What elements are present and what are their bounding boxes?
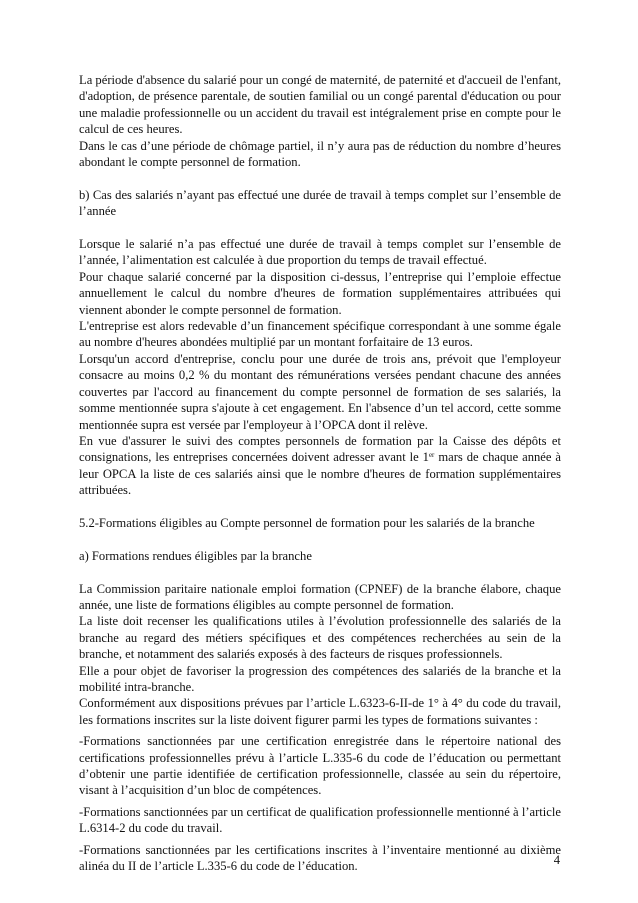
section-heading-5-2: 5.2-Formations éligibles au Compte personnel de formation pour les salariés de la branche <box>79 515 535 530</box>
paragraph-proportional-feed: Lorsque le salarié n’a pas effectué une durée de travail à temps complet sur l’ensemble de l’année, l’alimentation est calculée à due proportion du temps de travail effectué. <box>79 237 561 268</box>
document-page <box>79 72 561 874</box>
paragraph-legal-provisions: Conformément aux dispositions prévues par l’article L.6323-6-II-de 1° à 4° du code du travail, les formations inscrites sur la liste doivent figurer parmi les types de formations suivantes : <box>79 696 561 727</box>
superscript-er: er <box>428 451 435 460</box>
paragraph-deposit-tracking: En vue d'assurer le suivi des comptes personnels de formation par la Caisse des dépôts et consignations, les entreprises concernées doivent adresser avant le 1er mars de chaque année à leur OPCA la liste de ces salariés ainsi que le nombre d'heures de formation supplémentaires attribuées. <box>79 433 561 498</box>
paragraph-cpnef-list: La Commission paritaire nationale emploi formation (CPNEF) de la branche élabore, chaque année, une liste de formations éligibles au compte personnel de formation. <box>79 581 561 612</box>
list-item-cqp-certificate: -Formations sanctionnées par un certificat de qualification professionnelle mentionné à l’article L.6314-2 du code du travail. <box>79 804 561 836</box>
paragraph-specific-financing: L'entreprise est alors redevable d’un financement spécifique correspondant à une somme égale au nombre d'heures abondées multiplié par un montant forfaitaire de 13 euros. <box>79 319 561 350</box>
list-item-inventory-certification: -Formations sanctionnées par les certifications inscrites à l’inventaire mentionné au dixième alinéa du II de l’article L.335-6 du code de l’éducation. <box>79 842 561 874</box>
paragraph-company-agreement: Lorsqu'un accord d'entreprise, conclu pour une durée de trois ans, prévoit que l'employeur consacre au moins 0,2 % du montant des rémunérations versées pendant chacune des années couvertes par l'accord au financement du compte personnel de formation de ses salariés, la somme mentionnée supra s'ajoute à cet engagement. En l'absence d’un tel accord, cette somme mentionnée supra est versée par l'employeur à l’OPCA dont il relève. <box>79 351 561 432</box>
paragraph-annual-calculation: Pour chaque salarié concerné par la disposition ci-dessus, l’entreprise qui l’emploie effectue annuellement le calcul du nombre d'heures de formation supplémentaires attribuées qui viennent abonder le compte personnel de formation. <box>79 269 561 317</box>
paragraph-objective: Elle a pour objet de favoriser la progression des compétences des salariés de la branche et la mobilité intra-branche. <box>79 663 561 694</box>
list-item-rncp-certification: -Formations sanctionnées par une certification enregistrée dans le répertoire national des certifications professionnelles prévu à l’article L.335-6 du code de l’éducation ou permettant d’obtenir une partie identifiée de certification professionnelle, classée au sein du répertoire, visant à l’acquisition d’un bloc de compétences. <box>79 734 561 798</box>
subheading-branch-trainings: a) Formations rendues éligibles par la branche <box>79 548 312 563</box>
paragraph-absence-periods: La période d'absence du salarié pour un congé de maternité, de paternité et d'accueil de l'enfant, d'adoption, de présence parentale, de soutien familial ou un congé parental d'éducation ou pour une maladie professionnelle ou un accident du travail est intégralement prise en compte pour le calcul de ces heures. <box>79 73 561 137</box>
page-number: 4 <box>553 853 560 867</box>
paragraph-partial-unemployment: Dans le cas d’une période de chômage partiel, il n’y aura pas de réduction du nombre d’heures abondant le compte personnel de formation. <box>79 138 561 170</box>
subheading-part-time: b) Cas des salariés n’ayant pas effectué une durée de travail à temps complet sur l’ensemble de l’année <box>79 187 561 219</box>
paragraph-qualifications: La liste doit recenser les qualifications utiles à l’évolution professionnelle des salariés de la branche au regard des métiers spécifiques et des compétences recherchées au sein de la branche, et notamment des salariés exposés à des facteurs de risques professionnels. <box>79 614 561 662</box>
